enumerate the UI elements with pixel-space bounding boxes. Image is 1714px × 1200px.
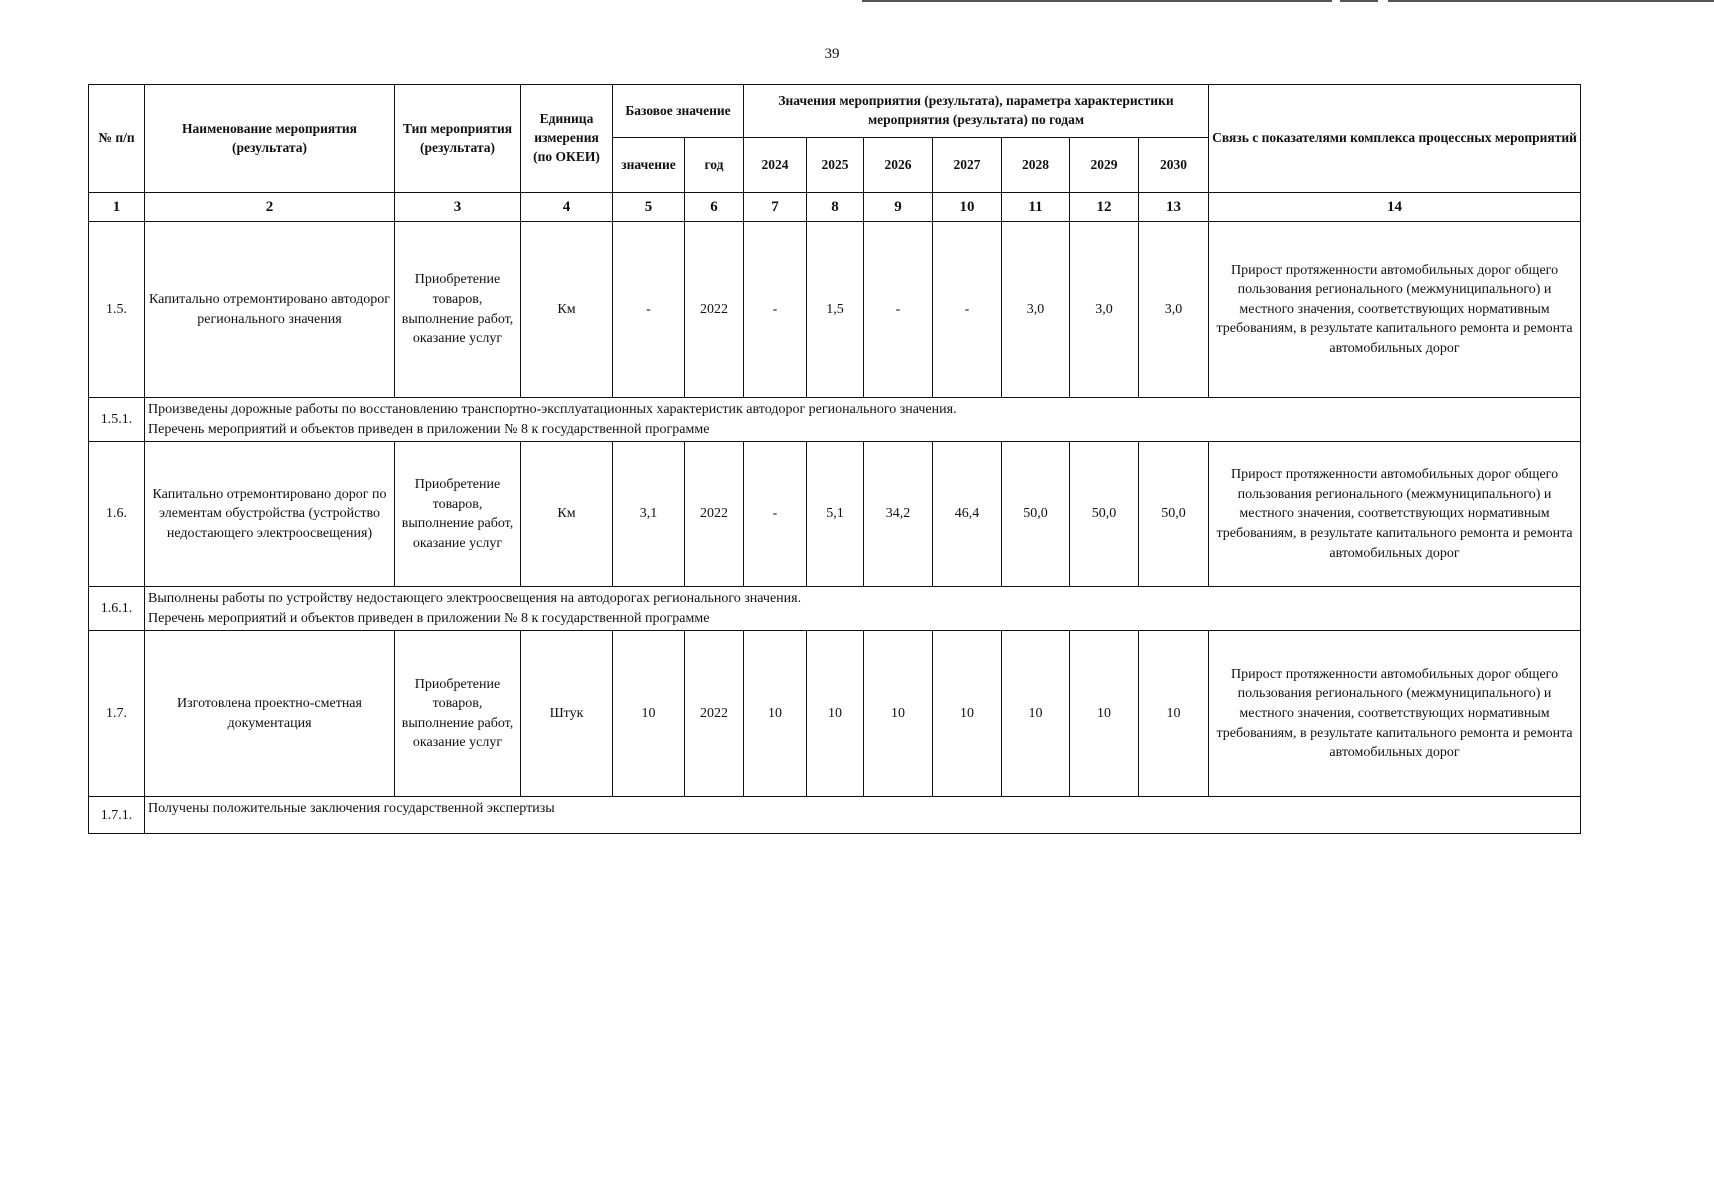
column-number: 13 <box>1139 193 1209 222</box>
row-unit: Км <box>521 442 613 587</box>
row-link: Прирост протяженности автомобильных дорог общего пользования регионального (межмуниципального) и местного значения, соответствующих нормативным требованиям, в результате капитального ремонта и ремонта автомобильных дорог <box>1209 442 1581 587</box>
column-number: 2 <box>145 193 395 222</box>
row-name: Капитально отремонтировано дорог по элементам обустройства (устройство недостающего электроосвещения) <box>145 442 395 587</box>
column-number: 14 <box>1209 193 1581 222</box>
column-number: 1 <box>89 193 145 222</box>
header-link: Связь с показателями комплекса процессных мероприятий <box>1209 85 1581 193</box>
header-year: 2028 <box>1002 138 1070 193</box>
row-link: Прирост протяженности автомобильных дорог общего пользования регионального (межмуниципального) и местного значения, соответствующих нормативным требованиям, в результате капитального ремонта и ремонта автомобильных дорог <box>1209 222 1581 398</box>
row-type: Приобретение товаров, выполнение работ, оказание услуг <box>395 631 521 797</box>
row-value-2026: 34,2 <box>864 442 933 587</box>
row-value-2027: 10 <box>933 631 1002 797</box>
header-base: Базовое значение <box>613 85 744 138</box>
column-number: 6 <box>685 193 744 222</box>
scan-edge-line <box>1340 0 1378 2</box>
header-year: 2025 <box>807 138 864 193</box>
subrow-num: 1.7.1. <box>89 797 145 834</box>
row-type: Приобретение товаров, выполнение работ, оказание услуг <box>395 222 521 398</box>
subrow-text-line: Перечень мероприятий и объектов приведен в приложении № 8 к государственной программе <box>148 610 710 626</box>
row-name: Изготовлена проектно-сметная документация <box>145 631 395 797</box>
scan-edge-line <box>862 0 1332 2</box>
row-value-2029: 3,0 <box>1070 222 1139 398</box>
column-number: 5 <box>613 193 685 222</box>
header-unit: Единица измерения (по ОКЕИ) <box>521 85 613 193</box>
row-value-2026: - <box>864 222 933 398</box>
page-number: 39 <box>824 46 840 62</box>
row-base-year: 2022 <box>685 631 744 797</box>
header-year: 2027 <box>933 138 1002 193</box>
header-year: 2024 <box>744 138 807 193</box>
row-value-2028: 50,0 <box>1002 442 1070 587</box>
row-value-2027: - <box>933 222 1002 398</box>
column-number: 7 <box>744 193 807 222</box>
row-base-value: - <box>613 222 685 398</box>
column-number: 4 <box>521 193 613 222</box>
row-num: 1.6. <box>89 442 145 587</box>
header-values-group: Значения мероприятия (результата), параметра характеристики мероприятия (результата) по годам <box>744 85 1209 138</box>
table-subrow <box>89 587 1581 631</box>
row-num: 1.7. <box>89 631 145 797</box>
row-num: 1.5. <box>89 222 145 398</box>
header-type: Тип мероприятия (результата) <box>395 85 521 193</box>
row-value-2025: 10 <box>807 631 864 797</box>
row-value-2027: 46,4 <box>933 442 1002 587</box>
subrow-text <box>145 587 1581 631</box>
row-value-2024: 10 <box>744 631 807 797</box>
row-link: Прирост протяженности автомобильных дорог общего пользования регионального (межмуниципального) и местного значения, соответствующих нормативным требованиям, в результате капитального ремонта и ремонта автомобильных дорог <box>1209 631 1581 797</box>
subrow-text-line: Выполнены работы по устройству недостающего электроосвещения на автодорогах регионального значения. <box>148 591 802 607</box>
subrow-text <box>145 797 1581 834</box>
row-base-year: 2022 <box>685 442 744 587</box>
row-base-value: 3,1 <box>613 442 685 587</box>
column-number: 11 <box>1002 193 1070 222</box>
row-value-2024: - <box>744 222 807 398</box>
row-value-2028: 10 <box>1002 631 1070 797</box>
row-value-2029: 10 <box>1070 631 1139 797</box>
table-row <box>89 442 1581 587</box>
row-base-year: 2022 <box>685 222 744 398</box>
row-value-2030: 50,0 <box>1139 442 1209 587</box>
row-value-2030: 10 <box>1139 631 1209 797</box>
header-year: 2026 <box>864 138 933 193</box>
subrow-text-line: Получены положительные заключения государственной экспертизы <box>148 801 555 817</box>
scan-edge-line <box>1388 0 1714 2</box>
column-number: 8 <box>807 193 864 222</box>
table-subrow <box>89 797 1581 834</box>
subrow-num: 1.5.1. <box>89 398 145 442</box>
row-value-2025: 5,1 <box>807 442 864 587</box>
row-value-2028: 3,0 <box>1002 222 1070 398</box>
column-number: 10 <box>933 193 1002 222</box>
row-unit: Штук <box>521 631 613 797</box>
subrow-text-line: Перечень мероприятий и объектов приведен в приложении № 8 к государственной программе <box>148 421 710 437</box>
row-type: Приобретение товаров, выполнение работ, оказание услуг <box>395 442 521 587</box>
row-value-2026: 10 <box>864 631 933 797</box>
header-base-value: значение <box>613 138 685 193</box>
row-value-2025: 1,5 <box>807 222 864 398</box>
column-number: 3 <box>395 193 521 222</box>
header-year: 2029 <box>1070 138 1139 193</box>
row-base-value: 10 <box>613 631 685 797</box>
table-subrow <box>89 398 1581 442</box>
header-name: Наименование мероприятия (результата) <box>145 85 395 193</box>
table-row <box>89 222 1581 398</box>
header-year: 2030 <box>1139 138 1209 193</box>
row-name: Капитально отремонтировано автодорог регионального значения <box>145 222 395 398</box>
subrow-text-line: Произведены дорожные работы по восстановлению транспортно-эксплуатационных характеристик автодорог регионального значения. <box>148 402 957 417</box>
results-table <box>88 84 1581 834</box>
table-row <box>89 631 1581 797</box>
column-number: 9 <box>864 193 933 222</box>
header-num: № п/п <box>89 85 145 193</box>
row-value-2024: - <box>744 442 807 587</box>
subrow-text <box>145 398 1581 442</box>
header-base-year: год <box>685 138 744 193</box>
column-number: 12 <box>1070 193 1139 222</box>
row-value-2030: 3,0 <box>1139 222 1209 398</box>
row-value-2029: 50,0 <box>1070 442 1139 587</box>
row-unit: Км <box>521 222 613 398</box>
subrow-num: 1.6.1. <box>89 587 145 631</box>
